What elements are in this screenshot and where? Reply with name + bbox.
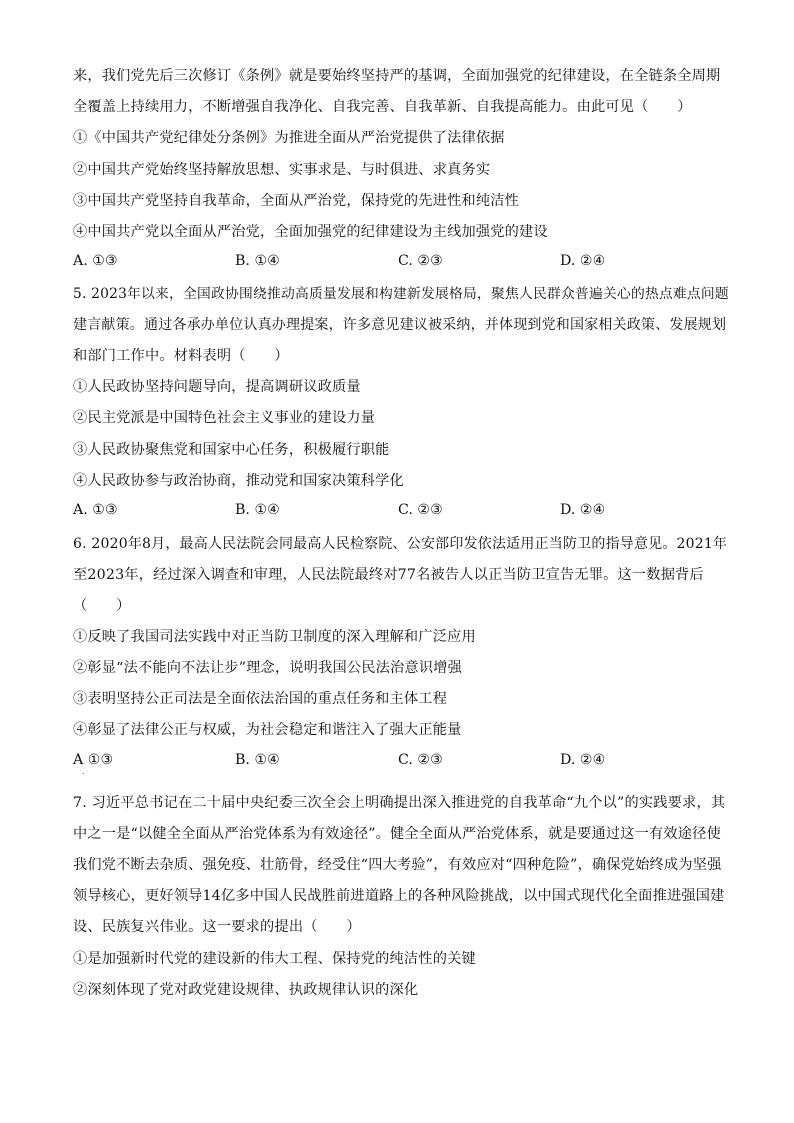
- q6-stem-line-3: （ ）: [73, 598, 131, 614]
- q7-statement-2: ②深刻体现了党对政党建设规律、执政规律认识的深化: [73, 982, 419, 998]
- q5-stem-line-1: 5. 2023年以来，全国政协围绕推动高质量发展和构建新发展格局，聚焦人民群众普遍关心的热点难点问题: [73, 286, 729, 302]
- q5-statement-1: ①人民政协坚持问题导向，提高调研议政质量: [73, 379, 361, 395]
- q7-stem-line-5: 设、民族复兴伟业。这一要求的提出（ ）: [73, 919, 361, 935]
- q4-statement-2: ②中国共产党始终坚持解放思想、实事求是、与时俱进、求真务实: [73, 162, 491, 178]
- q5-options: [73, 502, 733, 522]
- q6-statement-2: ②彰显“法不能向不法让步”理念，说明我国公民法治意识增强: [73, 660, 462, 676]
- q4-stem-line-2: 全覆盖上持续用力，不断增强自我净化、自我完善、自我革新、自我提高能力。由此可见（ ）: [73, 99, 692, 115]
- q6-options: [73, 752, 733, 772]
- q7-stem-line-1: 7. 习近平总书记在二十届中央纪委三次全会上明确提出深入推进党的自我革命“九个以”的实践要求，其: [73, 795, 726, 811]
- q5-stem-line-3: 和部门工作中。材料表明（ ）: [73, 348, 289, 364]
- q6-option-b: B. ①④: [235, 752, 280, 768]
- q5-option-c: C. ②③: [398, 502, 443, 518]
- q5-statement-2: ②民主党派是中国特色社会主义事业的建设力量: [73, 410, 376, 426]
- q5-option-d: D. ②④: [560, 502, 606, 518]
- q4-statement-3: ③中国共产党坚持自我革命，全面从严治党，保持党的先进性和纯洁性: [73, 193, 520, 209]
- stray-mark: .: [82, 767, 85, 776]
- q7-statement-1: ①是加强新时代党的建设新的伟大工程、保持党的纯洁性的关键: [73, 951, 476, 967]
- q6-statement-1: ①反映了我国司法实践中对正当防卫制度的深入理解和广泛应用: [73, 629, 476, 645]
- q4-statement-1: ①《中国共产党纪律处分条例》为推进全面从严治党提供了法律依据: [73, 130, 505, 146]
- q6-option-c: C. ②③: [398, 752, 443, 768]
- q6-option-d: D. ②④: [560, 752, 606, 768]
- q6-option-a: A ①③: [73, 752, 114, 768]
- q4-stem-line-1: 来，我们党先后三次修订《条例》就是要始终坚持严的基调，全面加强党的纪律建设，在全链条全周期: [73, 68, 721, 84]
- q4-options: [73, 253, 733, 273]
- q5-stem-line-2: 建言献策。通过各承办单位认真办理提案，许多意见建议被采纳，并体现到党和国家相关政策、发展规划: [73, 317, 727, 333]
- q5-statement-4: ④人民政协参与政治协商，推动党和国家决策科学化: [73, 473, 404, 489]
- q5-option-b: B. ①④: [235, 502, 280, 518]
- q4-statement-4: ④中国共产党以全面从严治党，全面加强党的纪律建设为主线加强党的建设: [73, 224, 548, 240]
- q5-statement-3: ③人民政协聚焦党和国家中心任务，积极履行职能: [73, 442, 390, 458]
- q6-stem-line-1: 6. 2020年8月，最高人民法院会同最高人民检察院、公安部印发依法适用正当防卫的指导意见。2021年: [73, 536, 728, 552]
- q7-stem-line-4: 领导核心，更好领导14亿多中国人民战胜前进道路上的各种风险挑战，以中国式现代化全面推进强国建: [73, 888, 725, 904]
- q6-stem-line-2: 至2023年，经过深入调查和审理，人民法院最终对77名被告人以正当防卫宣告无罪。这一数据背后: [73, 567, 704, 583]
- q7-stem-line-3: 我们党不断去杂质、强免疫、壮筋骨，经受住“四大考验”，有效应对“四种危险”，确保党始终成为坚强: [73, 857, 722, 873]
- q6-statement-3: ③表明坚持公正司法是全面依法治国的重点任务和主体工程: [73, 691, 448, 707]
- q4-option-a: A. ①③: [73, 253, 118, 269]
- q7-stem-line-2: 中之一是“以健全全面从严治党体系为有效途径”。健全全面从严治党体系，就是要通过这一有效途径使: [73, 826, 721, 842]
- q4-option-c: C. ②③: [398, 253, 443, 269]
- q4-option-d: D. ②④: [560, 253, 606, 269]
- q4-option-b: B. ①④: [235, 253, 280, 269]
- q5-option-a: A. ①③: [73, 502, 118, 518]
- q6-statement-4: ④彰显了法律公正与权威，为社会稳定和谐注入了强大正能量: [73, 722, 462, 738]
